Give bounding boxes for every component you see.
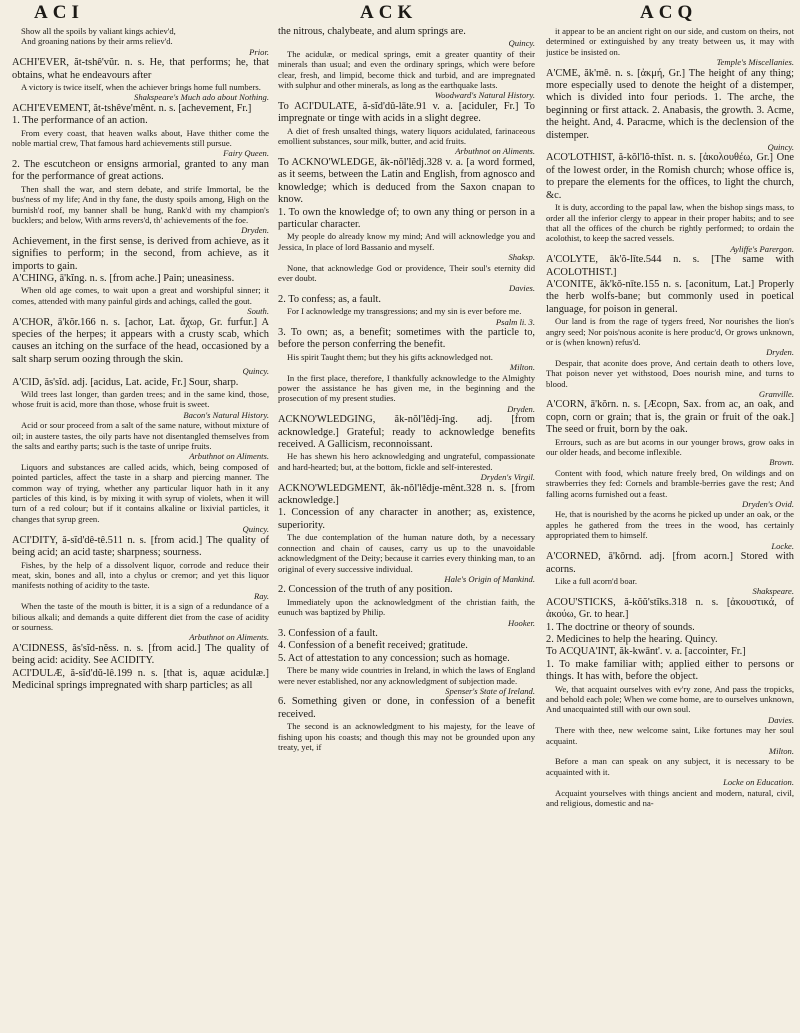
entry-sense: 2. Medicines to help the hearing. Quincy. (546, 633, 718, 645)
entry-sense: 2. Concession of the truth of any position. (278, 584, 453, 596)
quotation: Despair, that aconite does prove, And certain death to others love, That poison never yet withstood, Does nourish mine, and turns to blood. (546, 357, 794, 389)
quotation: From every coast, that heaven walks about, Have thither come the noble martial crew, That famous hard achievements still pursue. (12, 127, 269, 149)
dictionary-entry: A'CHOR, ā'kŏr.166 n. s. [achor, Lat. ἄχωρ, Gr. furfur.] A species of the herpes; it appears with a crusty scab, which causes an itching on the surface of the head, occasioned by a salt sharp serum oozing through the skin. (12, 316, 269, 365)
dictionary-entry: A'CID, ăs'sĭd. adj. [acidus, Lat. acide, Fr.] Sour, sharp. (12, 376, 239, 388)
entry-sense: the nitrous, chalybeate, and alum springs are. (278, 26, 466, 37)
quotation: In the first place, therefore, I thankfully acknowledge to the Almighty power the assistance he has given me, in the beginning and the prosecution of my present studies. (278, 372, 535, 404)
citation: Dryden's Virgil. (480, 472, 535, 483)
quotation: We, that acquaint ourselves with ev'ry zone, And pass the tropicks, and behold each pole; When we come home, are to ourselves unknown, And unacquainted still with our own soul. (546, 683, 794, 715)
entry-sense: 2. To confess; as, a fault. (278, 293, 381, 305)
citation: Temple's Miscellanies. (716, 57, 794, 68)
quotation: The acidulæ, or medical springs, emit a greater quantity of their minerals than usual; and even the ordinary springs, which were before clear, fresh, and limpid, become thick and turbid, and are impregnated with sulphur and other minerals, as long as the earthquake lasts. (278, 48, 535, 91)
citation: Woodward's Natural History. (434, 90, 535, 101)
citation: Hooker. (508, 617, 535, 628)
citation: Prior. (249, 46, 269, 57)
column-middle (278, 26, 535, 1026)
citation: Spenser's State of Ireland. (445, 685, 535, 696)
citation: Locke on Education. (723, 777, 794, 788)
citation: Shakspeare. (752, 586, 794, 597)
quotation: He, that is nourished by the acorns he picked up under an oak, or the apples he gathered from the trees in the wood, has certainly appropriated them to himself. (546, 509, 794, 541)
citation: Dryden's Ovid. (742, 499, 794, 510)
quotation: For I acknowledge my transgressions; and my sin is ever before me. (287, 306, 522, 317)
quotation: The due contemplation of the human nature doth, by a necessary connection and chain of causes, carry us up to the unavoidable acknowledgment of the Deity; because it carries every thinking man, to an original of every successive individual. (278, 532, 535, 574)
quotation: Content with food, which nature freely bred, On wildings and on strawberries they fed: Cornels and bramble-berries gave the rest; And falling acorns furnished out a feast. (546, 467, 794, 499)
dictionary-entry: ACOU'STICKS, ă-kŏŭ'stĭks.318 n. s. [ἀκουστικά, of ἀκούω, Gr. to hear.] (546, 596, 794, 621)
entry-sense: 1. Concession of any character in another; as, existence, superiority. (278, 507, 535, 531)
quotation: My people do already know my mind; And will acknowledge you and Jessica, In place of lord Bassanio and myself. (278, 231, 535, 252)
header-middle: ACK (360, 2, 418, 23)
entry-sense: 1. The performance of an action. (12, 115, 148, 127)
quotation: Show all the spoils by valiant kings achiev'd, (21, 26, 176, 36)
quotation: A diet of fresh unsalted things, watery liquors acidulated, farinaceous emollient substances, sour milk, butter, and acid fruits. (278, 125, 535, 147)
quotation: It is duty, according to the papal law, when the bishop sings mass, to order all the inferior clergy to appear in their proper habits; and to see that all the offices of the church be rightly performed; to ordain the acolothist, to keep the sacred vessels. (546, 202, 794, 244)
entry-sense: 3. Confession of a fault. (278, 627, 378, 639)
column-right (546, 26, 794, 1026)
citation: Davies. (767, 714, 794, 725)
entry-sense: 1. The doctrine or theory of sounds. (546, 621, 695, 633)
citation: Quincy. (508, 38, 535, 49)
citation: Milton. (768, 746, 794, 756)
citation: Ayliffe's Parergon. (730, 243, 794, 254)
quotation: He has shewn his hero acknowledging and ungrateful, compassionate and hard-hearted; but, at the bottom, fickle and self-interested. (278, 451, 535, 472)
quotation: Then shall the war, and stern debate, and strife Immortal, be the bus'ness of my life; And in thy fane, the dusty spoils among, High on the burnish'd roof, my banner shall be hung, Rank'd with my champion's bucklers; and below, With arms revers'd, th' achievements of the foe. (12, 183, 269, 225)
quotation: There be many wide countries in Ireland, in which the laws of England were never established, nor any acknowledgment of subjection made. (278, 665, 535, 686)
citation: Dryden. (241, 225, 269, 236)
citation: Arbuthnot on Aliments. (455, 146, 535, 157)
citation: Quincy. (242, 366, 269, 377)
citation: Quincy. (242, 524, 269, 535)
quotation: Errours, such as are but acorns in our younger brows, grow oaks in our older heads, and become inflexible. (546, 436, 794, 458)
entry-sense: 2. The escutcheon or ensigns armorial, granted to any man for the performance of great actions. (12, 158, 269, 183)
citation: Shaksp. (508, 252, 535, 263)
dictionary-entry: A'CHING, ā'kĭng. n. s. [from ache.] Pain; uneasiness. (12, 272, 235, 284)
citation: Locke. (771, 540, 794, 551)
citation: Arbuthnot on Aliments. (189, 632, 269, 643)
quotation: Fishes, by the help of a dissolvent liquor, corrode and reduce their meat, skin, bones and all, into a chylus or cremor; and yet this liquor manifests nothing of acidity to the taste. (12, 559, 269, 591)
citation: Milton. (509, 362, 535, 373)
quotation: There with thee, new welcome saint, Like fortunes may her soul acquaint. (546, 725, 794, 746)
quotation: The second is an acknowledgment to his majesty, for the leave of fishing upon his coasts; and though this may not be grounded upon any treaty, yet, if (278, 721, 535, 752)
entry-sense: 1. To make familiar with; applied either to persons or things. It has with, before the object. (546, 658, 794, 683)
citation: Hale's Origin of Mankind. (444, 573, 535, 584)
quotation: His spirit Taught them; but they his gifts acknowledged not. (287, 351, 493, 362)
quotation: When the taste of the mouth is bitter, it is a sign of a redundance of a bilious alkali; and demands a quite different diet from the case of acidity or sourness. (12, 601, 269, 632)
quotation: it appear to be an ancient right on our side, and custom on theirs, not determined or extinguished by any treaty between us, it may with justice be insisted on. (546, 26, 794, 57)
running-header (0, 0, 800, 26)
quotation: Like a full acorn'd boar. (555, 575, 637, 586)
citation: Ray. (253, 590, 269, 601)
dictionary-entry: ACI'DULÆ, ă-sĭd'dŭ-lê.199 n. s. [that is, aquæ acidulæ.] Medicinal springs impregnated with sharp particles; as all (12, 667, 269, 691)
quotation: A victory is twice itself, when the achiever brings home full numbers. (21, 82, 261, 93)
quotation: Liquors and substances are called acids, which, being composed of pointed particles, affect the taste in a sharp and piercing manner. The common way of trying, whether any particular liquor hath in it any particles of this kind, is by mixing it with syrup of violets, when it will turn of a red colour; but if it contains alkaline or lixivial particles, it changes that syrup green. (12, 461, 269, 524)
citation: Bacon's Natural History. (183, 409, 269, 420)
dictionary-entry: To ACKNO'WLEDGE, ăk-nŏl'lĕdj.328 v. a. [a word formed, as it seems, between the Latin and English, from agnosco and knowledge; which is deduced from the Saxon cnapan to know. (278, 156, 535, 206)
dictionary-entry: ACI'DITY, ă-sĭd'dê-tê.511 n. s. [from acid.] The quality of being acid; an acid taste; sharpness; sourness. (12, 534, 269, 559)
header-right: ACQ (640, 2, 698, 23)
citation: Dryden. (507, 403, 535, 414)
citation: Davies. (508, 283, 535, 294)
quotation: When old age comes, to wait upon a great and worshipful sinner; it comes, attended with many painful girds and achings, called the gout. (12, 285, 269, 306)
quotation: None, that acknowledge God or providence, Their soul's eternity did ever doubt. (278, 262, 535, 283)
entry-sense: 4. Confession of a benefit received; gratitude. (278, 640, 468, 652)
quotation: Acquaint yourselves with things ancient and modern, natural, civil, and religious, domestic and na- (546, 787, 794, 809)
dictionary-entry: ACHI'EVEMENT, ăt-tshêve'mênt. n. s. [achevement, Fr.] (12, 102, 252, 114)
dictionary-entry: ACO'LOTHIST, ă-kŏl'lŏ-thĭst. n. s. [ἀκολουθέω, Gr.] One of the lowest order, in the Romish church; whose office is, to prepare the elements for the offices, to light the church, &c. (546, 152, 794, 201)
entry-sense: 1. To own the knowledge of; to own any thing or person in a particular character. (278, 206, 535, 230)
entry-sense: Achievement, in the first sense, is derived from achieve, as it signifies to perform; in the second, from achieve, as it imports to gain. (12, 235, 269, 272)
dictionary-entry: To ACQUA'INT, ăk-kwānt'. v. a. [accointer, Fr.] (546, 646, 746, 658)
citation: Quincy. (767, 142, 794, 153)
entry-sense: 3. To own; as, a benefit; sometimes with the particle to, before the person conferring the benefit. (278, 326, 535, 351)
citation: Arbuthnot on Aliments. (189, 451, 269, 462)
citation: Fairy Queen. (223, 148, 269, 159)
dictionary-entry: ACKNO'WLEDGMENT, ăk-nŏl'lĕdje-mênt.328 n. s. [from acknowledge.] (278, 482, 535, 507)
citation: Brown. (769, 457, 794, 468)
quotation: Acid or sour proceed from a salt of the same nature, without mixture of oil; in austere tastes, the oily parts have not disentangled themselves from the salts and earthy parts; such is the taste of unripe fruits. (12, 420, 269, 452)
quotation: Before a man can speak on any subject, it is necessary to be acquainted with it. (546, 756, 794, 777)
dictionary-entry: To ACI'DULATE, ă-sĭd'dŭ-lāte.91 v. a. [aciduler, Fr.] To impregnate or tinge with acids in a slight degree. (278, 100, 535, 125)
citation: South. (247, 306, 269, 317)
citation: Psalm li. 3. (495, 316, 535, 327)
dictionary-entry: A'CME, ăk'mê. n. s. [ἀκμή, Gr.] The height of any thing; more especially used to denote the height of a distemper, which is divided into four periods. 1. The arche, the beginning or first attack. 2. Anabasis, the growth. 3. Acme, the height. And, 4. Paracme, which is the declension of the distemper. (546, 67, 794, 141)
dictionary-entry: A'CONITE, ăk'kŏ-nīte.155 n. s. [aconitum, Lat.] Properly the herb wolfs-bane; but commonly used in poetical language, for poison in general. (546, 278, 794, 315)
quotation: Wild trees last longer, than garden trees; and in the same kind, those, whose fruit is acid, more than those, whose fruit is sweet. (12, 389, 269, 410)
dictionary-entry: ACKNO'WLEDGING, ăk-nŏl'lĕdj-ĭng. adj. [from acknowledge.] Grateful; ready to acknowledge benefits received. A Gallicism, reconnoissant. (278, 414, 535, 451)
entry-sense: 6. Something given or done, in confession of a benefit received. (278, 696, 535, 720)
citation: Shakspeare's Much ado about Nothing. (134, 92, 269, 103)
dictionary-entry: A'COLYTE, ăk'ŏ-līte.544 n. s. [The same with ACOLOTHIST.] (546, 254, 794, 278)
quotation: And groaning nations by their arms reliev'd. (21, 36, 173, 47)
dictionary-entry: A'CIDNESS, ăs'sĭd-nĕss. n. s. [from acid.] The quality of being acid: acidity. See ACIDITY. (12, 642, 269, 667)
header-left: ACI (34, 2, 84, 23)
citation: Granville. (758, 389, 794, 399)
column-left (12, 26, 269, 1026)
quotation: Immediately upon the acknowledgment of the christian faith, the eunuch was baptized by Philip. (278, 596, 535, 618)
dictionary-entry: ACHI'EVER, ăt-tshê'vŭr. n. s. He, that performs; he, that obtains, what he endeavours after (12, 57, 269, 81)
dictionary-entry: A'CORN, ā'kŏrn. n. s. [Æcopn, Sax. from ac, an oak, and copn, corn or grain; that is, the grain or fruit of the oak.] The seed or fruit, born by the oak. (546, 399, 794, 436)
citation: Dryden. (766, 347, 794, 358)
quotation: Our land is from the rage of tygers freed, Nor nourishes the lion's angry seed; Nor pois'nous aconite is here produc'd, Or grows unknown, or is (when known) refus'd. (546, 316, 794, 347)
dictionary-entry: A'CORNED, ā'kŏrnd. adj. [from acorn.] Stored with acorns. (546, 551, 794, 575)
entry-sense: 5. Act of attestation to any concession; such as homage. (278, 652, 510, 664)
